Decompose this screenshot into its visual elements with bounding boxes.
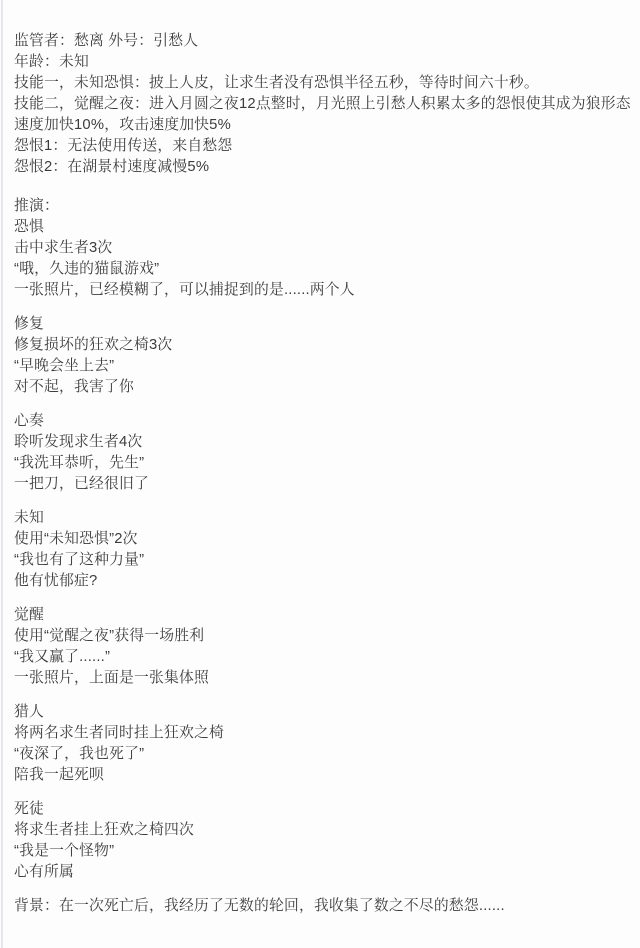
deduction-section-7 — [14, 799, 638, 883]
deduction-condition: 将两名求生者同时挂上狂欢之椅 — [14, 725, 224, 741]
deduction-condition: 将求生者挂上狂欢之椅四次 — [14, 822, 194, 838]
deduction-title: 恐惧 — [14, 219, 44, 235]
age-line: 年龄：未知 — [14, 54, 89, 70]
deduction-title: 觉醒 — [14, 607, 44, 623]
deduction-quote: “哦，久违的猫鼠游戏” — [14, 261, 160, 277]
background-line: 背景：在一次死亡后，我经历了无数的轮回，我收集了数之不尽的愁怨...... — [14, 898, 505, 914]
deduction-condition: 聆听发现求生者4次 — [14, 434, 143, 450]
deduction-title: 死徒 — [14, 801, 44, 817]
deduction-title: 猎人 — [14, 704, 44, 720]
deduction-section-3 — [14, 411, 638, 495]
skill2-line: 技能二，觉醒之夜：进入月圆之夜12点整时，月光照上引愁人积累太多的怨恨使其成为狼形态速度加快10%，攻击速度加快5% — [14, 96, 631, 133]
deduction-section-1 — [14, 196, 638, 301]
grudge2-line: 怨恨2：在湖景村速度减慢5% — [14, 159, 210, 175]
profile-section — [14, 31, 638, 178]
deduction-quote: “夜深了，我也死了” — [14, 746, 145, 762]
deduction-note: 一张照片，已经模糊了，可以捕捉到的是......两个人 — [14, 282, 355, 298]
deduction-quote: “我洗耳恭听，先生” — [14, 455, 145, 471]
skill1-line: 技能一，未知恐惧：披上人皮，让求生者没有恐惧半径五秒，等待时间六十秒。 — [14, 75, 539, 91]
background-section — [14, 896, 638, 917]
deduction-note: 心有所属 — [14, 864, 74, 880]
deduction-section-2 — [14, 314, 638, 398]
deduction-condition: 击中求生者3次 — [14, 240, 113, 256]
grudge1-line: 怨恨1：无法使用传送，来自愁怨 — [14, 138, 233, 154]
deduction-note: 陪我一起死呗 — [14, 767, 104, 783]
deduction-quote: “早晚会坐上去” — [14, 358, 115, 374]
deduction-section-5 — [14, 605, 638, 689]
deduction-condition: 使用“觉醒之夜”获得一场胜利 — [14, 628, 205, 644]
deduction-quote: “我也有了这种力量” — [14, 552, 145, 568]
deduction-title: 心奏 — [14, 413, 44, 429]
deduction-quote: “我又赢了......” — [14, 649, 111, 665]
deduction-note: 一把刀，已经很旧了 — [14, 476, 149, 492]
deduction-note: 他有忧郁症? — [14, 573, 98, 589]
deduction-heading: 推演： — [14, 198, 59, 214]
deduction-title: 未知 — [14, 510, 44, 526]
identity-line: 监管者：愁离 外号：引愁人 — [14, 33, 199, 49]
deduction-note: 对不起，我害了你 — [14, 379, 134, 395]
deduction-condition: 修复损坏的狂欢之椅3次 — [14, 337, 173, 353]
deduction-section-4 — [14, 508, 638, 592]
deduction-condition: 使用“未知恐惧”2次 — [14, 531, 138, 547]
deduction-title: 修复 — [14, 316, 44, 332]
deduction-quote: “我是一个怪物” — [14, 843, 115, 859]
deduction-section-6 — [14, 702, 638, 786]
deduction-note: 一张照片，上面是一张集体照 — [14, 670, 209, 686]
